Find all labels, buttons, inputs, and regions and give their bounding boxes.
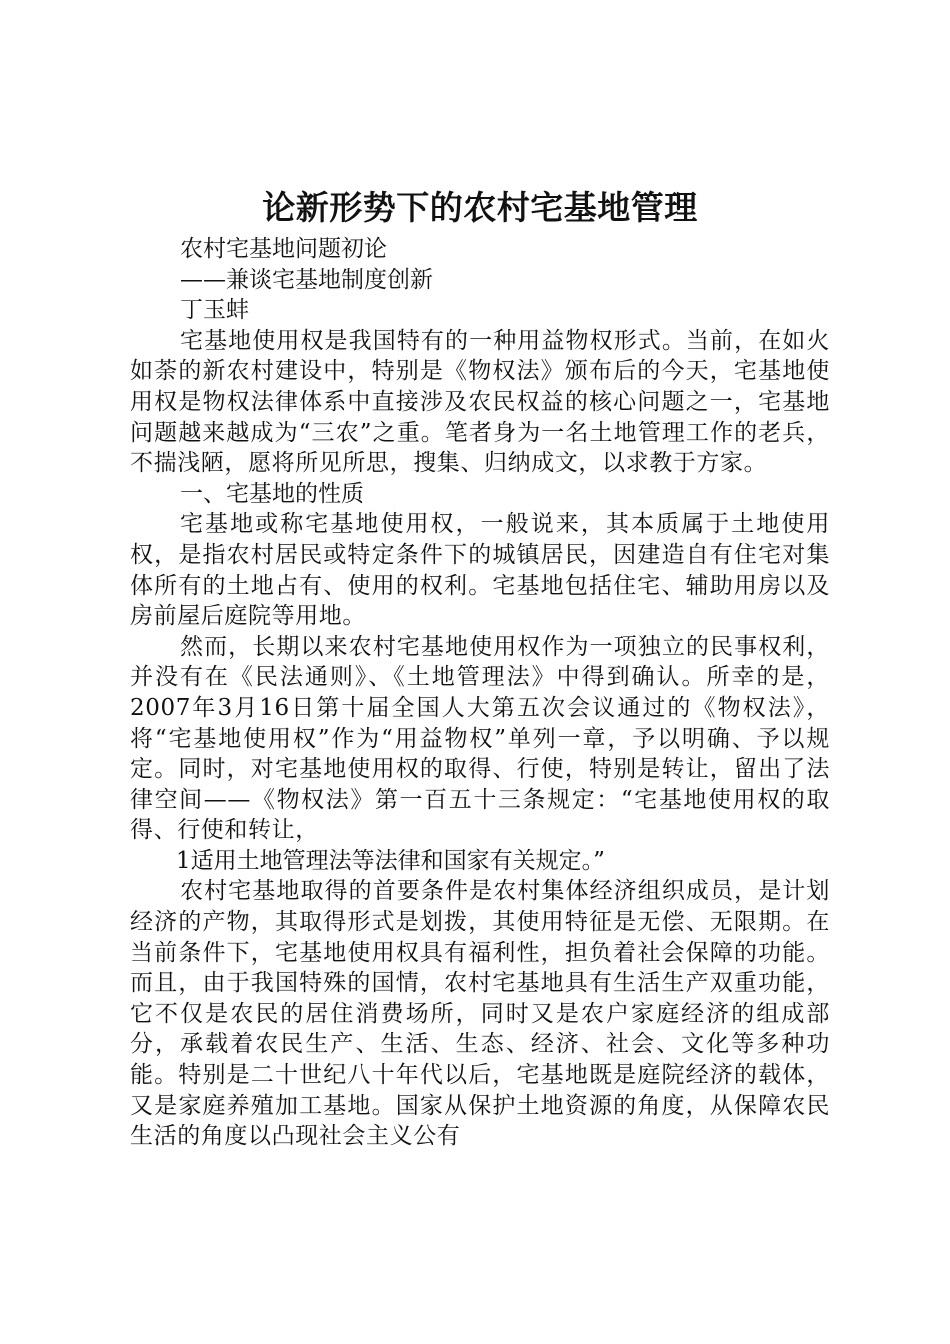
- document-page: [130, 186, 830, 1152]
- author-name: 丁玉蚌: [180, 297, 249, 324]
- subtitle-line-2: ——兼谈宅基地制度创新: [180, 266, 433, 293]
- paragraph-property-law: 然而，长期以来农村宅基地使用权作为一项独立的民事权利，并没有在《民法通则》、《土地管理法》中得到确认。所幸的是，2007年3月16日第十届全国人大第五次会议通过的《物权法》，将“宅基地使用权”作为“用益物权”单列一章，予以明确、予以规定。同时，对宅基地使用权的取得、行使，特别是转让，留出了法律空间——《物权法》第一百五十三条规定：“宅基地使用权的取得、行使和转让，: [130, 633, 830, 844]
- section-heading-1: 一、宅基地的性质: [180, 480, 364, 507]
- paragraph-footnote-line: 1适用土地管理法等法律和国家有关规定。”: [176, 847, 605, 874]
- paragraph-definition: 宅基地或称宅基地使用权，一般说来，其本质属于土地使用权，是指农村居民或特定条件下的城镇居民，因建造自有住宅对集体所有的土地占有、使用的权利。宅基地包括住宅、辅助用房以及房前屋后庭院等用地。: [130, 511, 830, 630]
- paragraph-acquisition: 农村宅基地取得的首要条件是农村集体经济组织成员，是计划经济的产物，其取得形式是划拨，其使用特征是无偿、无限期。在当前条件下，宅基地使用权具有福利性，担负着社会保障的功能。而且，由于我国特殊的国情，农村宅基地具有生活生产双重功能，它不仅是农民的居住消费场所，同时又是农户家庭经济的组成部分，承载着农民生产、生活、生态、经济、社会、文化等多种功能。特别是二十世纪八十年代以后，宅基地既是庭院经济的载体，又是家庭养殖加工基地。国家从保护土地资源的角度，从保障农民生活的角度以凸现社会主义公有: [130, 878, 830, 1150]
- paragraph-intro: 宅基地使用权是我国特有的一种用益物权形式。当前，在如火如荼的新农村建设中，特别是《物权法》颁布后的今天，宅基地使用权是物权法律体系中直接涉及农民权益的核心问题之一，宅基地问题越来越成为“三农”之重。笔者身为一名土地管理工作的老兵，不揣浅陋，愿将所见所思，搜集、归纳成文，以求教于方家。: [130, 327, 830, 477]
- document-title: 论新形势下的农村宅基地管理: [262, 188, 698, 227]
- subtitle-line-1: 农村宅基地问题初论: [180, 236, 387, 262]
